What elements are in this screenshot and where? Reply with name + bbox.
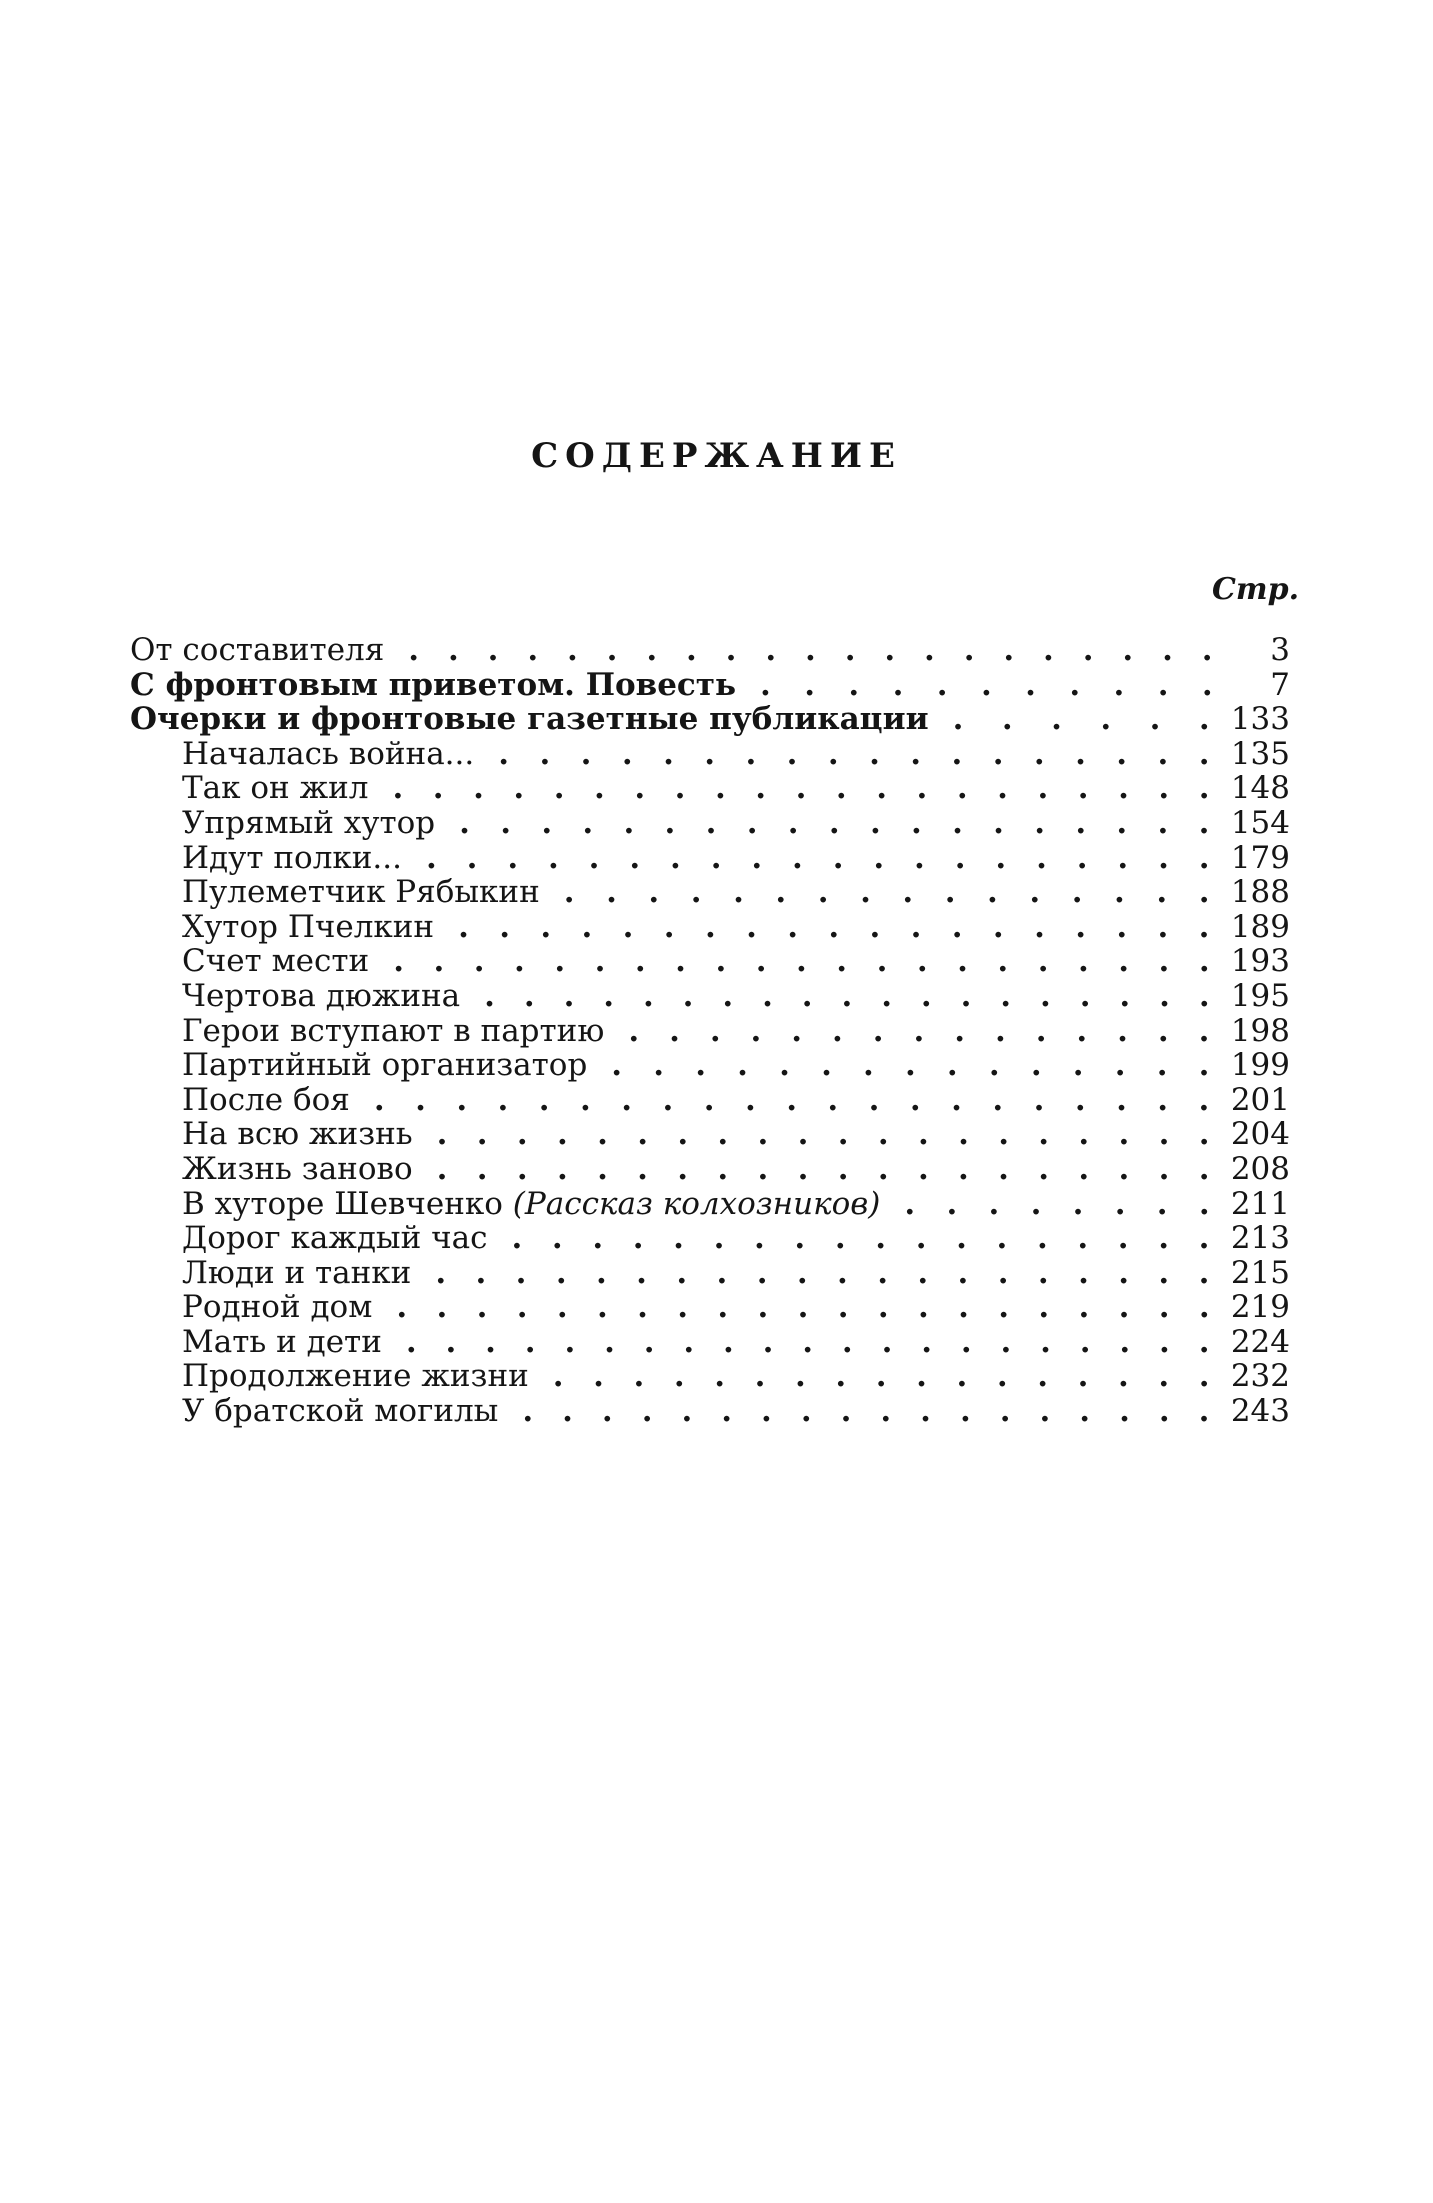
toc-entry-title-text: Люди и танки <box>182 1254 412 1291</box>
toc-entry-page: 193 <box>1230 943 1290 980</box>
toc-entry-title <box>182 1220 487 1256</box>
toc-entry-title-text: Упрямый хутор <box>182 804 436 841</box>
toc-entry-title <box>182 1047 587 1083</box>
toc-entry-page: 243 <box>1230 1393 1290 1430</box>
dot-leader: . . . . . . . . . . . . . . . . . <box>552 1358 1210 1395</box>
toc-entry-title-text: Очерки и фронтовые газетные публикации <box>130 701 929 738</box>
toc-entry-page: 189 <box>1230 908 1290 945</box>
toc-entry-title-text: Мать и дети <box>182 1323 382 1360</box>
dot-leader: . . . . . . . . . . . . . . . <box>611 1047 1210 1084</box>
toc-entry-title <box>182 1358 529 1394</box>
dot-leader: . . . . . . . . . . . . . . . . . . . <box>458 908 1210 945</box>
dot-leader: . . . . . . . . . . . . . . . . . . . . <box>435 1254 1210 1291</box>
toc-entry <box>130 1116 1290 1151</box>
toc-entry-title <box>182 840 402 876</box>
toc-entry-page: 148 <box>1230 770 1290 807</box>
toc-entry-page: 7 <box>1270 666 1290 703</box>
dot-leader: . . . . . . . . . . . . . . . . . . . . <box>436 1150 1210 1187</box>
toc-entry-page: 199 <box>1230 1047 1290 1084</box>
toc-entry-title <box>182 1151 413 1187</box>
toc-entry <box>130 1151 1290 1186</box>
toc-entry-title-text: С фронтовым приветом. Повесть <box>130 666 737 703</box>
toc-entry <box>130 1047 1290 1082</box>
dot-leader: . . . . . . . . . . . . . . . . . . <box>511 1220 1210 1257</box>
toc-entry-title <box>182 874 540 910</box>
toc-entry <box>130 1255 1290 1290</box>
toc-entry-page: 208 <box>1230 1150 1290 1187</box>
toc-entry-title <box>182 909 434 945</box>
toc-entry <box>130 805 1290 840</box>
toc-entry-subtitle: (Рассказ колхозников) <box>512 1185 881 1222</box>
toc-entry <box>130 1358 1290 1393</box>
toc-entry <box>130 1289 1290 1324</box>
dot-leader: . . . . . . . . . . . . . . . . . . . . <box>436 1116 1210 1153</box>
dot-leader: . . . . . . . . <box>904 1185 1210 1222</box>
pages-column-label: Стр. <box>1212 572 1300 607</box>
toc-entry <box>130 909 1290 944</box>
toc-entry <box>130 1220 1290 1255</box>
toc-entry-title-text: Хутор Пчелкин <box>182 908 435 945</box>
toc-entry-title <box>182 1082 350 1118</box>
dot-leader: . . . . . . . . . . . . . . . . <box>563 874 1210 911</box>
toc-entry-title-text: Началась война... <box>182 735 475 772</box>
toc-entry-title <box>182 1324 382 1360</box>
dot-leader: . . . . . . . . . . . . . . . . . . . . . <box>405 1323 1210 1360</box>
toc-entry-title-text: От составителя <box>130 632 385 668</box>
toc-entry-page: 154 <box>1230 804 1290 841</box>
dot-leader: . . . . . . . . . . . . . . . <box>628 1012 1210 1049</box>
toc-entry-title <box>182 978 460 1014</box>
dot-leader: . . . . . . . . . . . <box>760 666 1213 703</box>
toc-entry-title-text: Чертова дюжина <box>182 977 461 1014</box>
toc-entry-title <box>182 1393 498 1429</box>
dot-leader: . . . . . . . . . . . . . . . . . . <box>498 735 1210 772</box>
toc-entry-page: 135 <box>1230 735 1290 772</box>
toc-entry-page: 232 <box>1230 1358 1290 1395</box>
dot-leader: . . . . . . . . . . . . . . . . . . . <box>484 977 1210 1014</box>
toc-entry-title <box>182 736 474 772</box>
toc-entry-page: 224 <box>1230 1323 1290 1360</box>
toc-entry-title-text: Счет мести <box>182 943 370 980</box>
page-title: СОДЕРЖАНИЕ <box>531 436 902 476</box>
toc-entry-page: 201 <box>1230 1081 1290 1118</box>
toc-entry-title <box>182 1013 604 1049</box>
toc-entry-page: 188 <box>1230 874 1290 911</box>
toc-entry-page: 198 <box>1230 1012 1290 1049</box>
dot-leader: . . . . . . . . . . . . . . . . . . . . . <box>373 1081 1210 1118</box>
toc-entry-title <box>182 943 369 979</box>
toc-entry-title-text: После боя <box>182 1081 350 1118</box>
toc-entry-page: 211 <box>1230 1185 1290 1222</box>
toc-entry <box>130 943 1290 978</box>
toc-entry <box>130 1013 1290 1048</box>
toc-entry-title-text: Родной дом <box>182 1289 373 1326</box>
toc-entry-title <box>182 770 368 806</box>
toc-entry-title <box>130 701 929 737</box>
toc-entry-title <box>182 1289 372 1325</box>
toc-entry <box>130 1393 1290 1428</box>
toc-entry-title-text: Идут полки... <box>182 839 402 876</box>
toc-entry <box>130 770 1290 805</box>
toc-entry <box>130 701 1290 736</box>
dot-leader: . . . . . . . . . . . . . . . . . . . . . <box>408 632 1213 668</box>
toc-entry-title-text: Продолжение жизни <box>182 1358 529 1395</box>
toc-entry <box>130 978 1290 1013</box>
toc-entry <box>130 874 1290 909</box>
toc-entry-page: 3 <box>1270 632 1290 668</box>
toc-entry-page: 204 <box>1230 1116 1290 1153</box>
toc-entry-title <box>182 1186 880 1222</box>
toc-entry <box>130 1324 1290 1359</box>
toc-entry <box>130 1186 1290 1221</box>
toc-entry-title-text: Жизнь заново <box>182 1150 413 1187</box>
toc-entry-page: 179 <box>1230 839 1290 876</box>
toc-entry-title-text: Так он жил <box>182 770 369 807</box>
toc-entry-title <box>182 1116 413 1152</box>
toc-entry <box>130 736 1290 771</box>
toc-entry <box>130 632 1290 667</box>
toc-entry <box>130 840 1290 875</box>
toc-entry-page: 213 <box>1230 1220 1290 1257</box>
toc-entry-page: 195 <box>1230 977 1290 1014</box>
dot-leader: . . . . . . . . . . . . . . . . . . <box>522 1393 1210 1430</box>
toc-entry-title-text: На всю жизнь <box>182 1116 413 1153</box>
toc-entry-title-text: Дорог каждый час <box>182 1220 488 1257</box>
toc-entry-title-text: Герои вступают в партию <box>182 1012 605 1049</box>
toc-entry <box>130 1082 1290 1117</box>
toc-entry-title-text: Пулеметчик Рябыкин <box>182 874 540 911</box>
toc-entry-page: 215 <box>1230 1254 1290 1291</box>
toc-entry-title <box>130 632 384 668</box>
toc-entry-page: 219 <box>1230 1289 1290 1326</box>
toc-entry-title <box>182 1255 411 1291</box>
toc-entry-title-text: Партийный организатор <box>182 1047 588 1084</box>
toc-entry-title <box>130 667 736 703</box>
dot-leader: . . . . . . . . . . . . . . . . . . . . . <box>396 1289 1210 1326</box>
toc-entry-title <box>182 805 435 841</box>
dot-leader: . . . . . . . . . . . . . . . . . . . . <box>425 839 1210 876</box>
dot-leader: . . . . . . . . . . . . . . . . . . . . . <box>392 770 1210 807</box>
toc-entry <box>130 667 1290 702</box>
dot-leader: . . . . . . . . . . . . . . . . . . . <box>459 804 1210 841</box>
dot-leader: . . . . . . <box>952 701 1210 738</box>
toc-entry-page: 133 <box>1230 701 1290 738</box>
toc-entry-title-text: В хуторе Шевченко <box>182 1185 503 1222</box>
toc-list <box>130 632 1290 1428</box>
dot-leader: . . . . . . . . . . . . . . . . . . . . . <box>393 943 1210 980</box>
toc-entry-title-text: У братской могилы <box>182 1393 499 1430</box>
